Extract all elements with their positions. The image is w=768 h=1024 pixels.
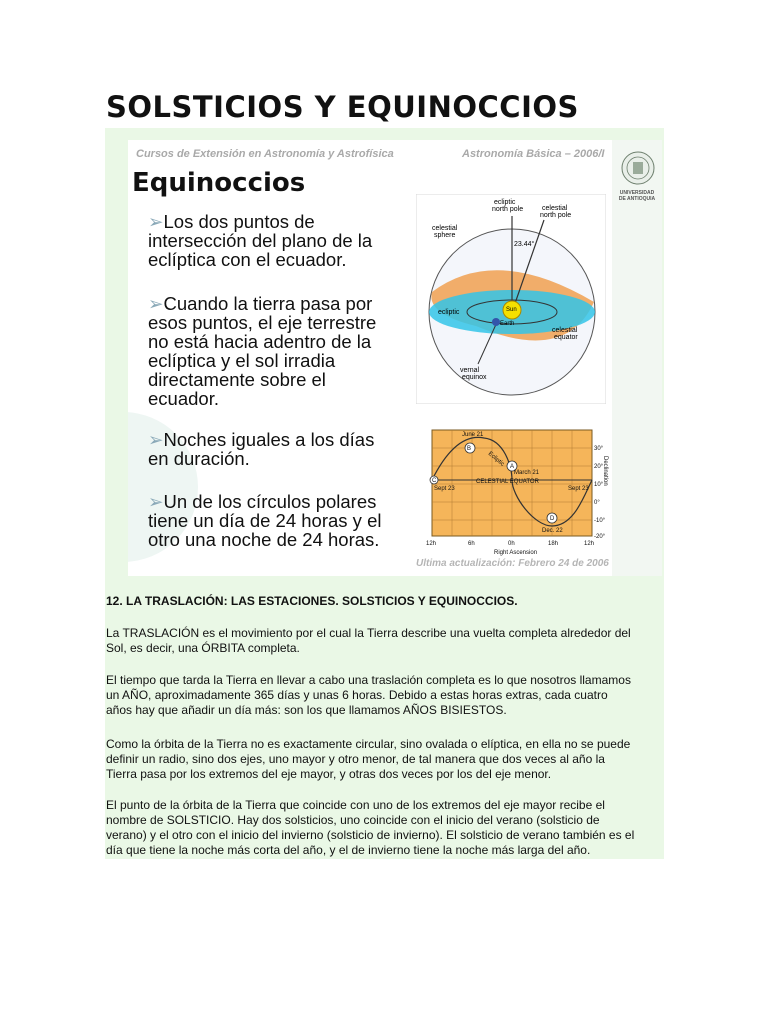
ecliptic-north-pole-label: ecliptic north pole xyxy=(492,199,524,213)
x-tick-label: 0h xyxy=(508,541,515,547)
arrow-bullet-icon: ➢ xyxy=(148,429,164,450)
equator-label: CELESTIAL EQUATOR xyxy=(476,479,539,485)
ecliptic-label: ecliptic xyxy=(438,309,460,316)
marker-d-label: D xyxy=(550,516,555,522)
celestial-equator-label: celestial equator xyxy=(552,327,578,341)
paragraph: El tiempo que tarda la Tierra en llevar a cabo una traslación completa es lo que nosotros llamamos un AÑO, aproximadamente 365 días y unas 6 horas. Debido a estas horas extras, cada cuatro años hay que añadir un día más: son los que llamamos AÑOS BISIESTOS. xyxy=(106,673,631,717)
paragraph: La TRASLACIÓN es el movimiento por el cual la Tierra describe una vuelta completa alrededor del Sol, es decir, una ÓRBITA completa. xyxy=(106,626,631,655)
y-tick-label: -20° xyxy=(594,534,606,540)
slide-heading: Equinoccios xyxy=(132,168,306,198)
celestial-sphere-label: celestial sphere xyxy=(432,225,458,239)
slide-header-left: Cursos de Extensión en Astronomía y Astrofísica xyxy=(136,148,394,160)
slide-footer: Ultima actualización: Febrero 24 de 2006 xyxy=(416,558,609,569)
ecliptic-chart xyxy=(424,426,612,556)
paragraph: El punto de la órbita de la Tierra que coincide con uno de los extremos del eje mayor recibe el nombre de SOLSTICIO. Hay dos solsticios, uno coincide con el inicio del verano (solsticio de verano) y el otro con el inicio del invierno (solsticio de invierno). El solsticio de verano también es el día que tiene la noche más corta del año, y el de invierno tiene la noche más larga del año. xyxy=(106,798,635,857)
sept-right-label: Sept 23 xyxy=(568,486,589,492)
celestial-sphere-diagram xyxy=(416,194,606,404)
slide-bullet: ➢Cuando la tierra pasa por esos puntos, el eje terrestre no está hacia adentro de la eclíptica y el sol irradia directamente sobre el ecuador. xyxy=(148,293,377,409)
marker-c-label: C xyxy=(432,478,437,484)
slide-header-right: Astronomía Básica – 2006/I xyxy=(462,148,605,160)
arrow-bullet-icon: ➢ xyxy=(148,293,164,314)
slide-image xyxy=(128,140,612,576)
vernal-equinox-label: vernal equinox xyxy=(460,367,487,381)
sun-label: Sun xyxy=(506,307,517,313)
marker-a-label: A xyxy=(510,464,515,470)
arrow-bullet-icon: ➢ xyxy=(148,491,164,512)
earth-label: Earth xyxy=(500,321,515,327)
y-tick-label: -10° xyxy=(594,518,606,524)
angle-label: 23.44° xyxy=(514,241,535,248)
earth-icon xyxy=(492,318,500,326)
x-tick-label: 18h xyxy=(548,541,559,547)
sept-left-label: Sept 23 xyxy=(434,486,455,492)
march-label: March 21 xyxy=(514,470,540,476)
section-title: 12. LA TRASLACIÓN: LAS ESTACIONES. SOLSTICIOS Y EQUINOCCIOS. xyxy=(106,594,518,608)
y-tick-label: 10° xyxy=(594,482,604,488)
x-axis-label: Right Ascension xyxy=(494,550,538,556)
slide-side-panel xyxy=(612,140,662,576)
arrow-bullet-icon: ➢ xyxy=(148,211,164,232)
dec-label: Dec. 22 xyxy=(542,528,563,534)
university-seal-icon xyxy=(620,150,656,186)
page-title: SOLSTICIOS Y EQUINOCCIOS xyxy=(106,90,579,124)
x-tick-label: 12h xyxy=(584,541,595,547)
university-logo-text: UNIVERSIDAD DE ANTIOQUIA xyxy=(618,190,656,202)
y-tick-label: 20° xyxy=(594,464,604,470)
x-tick-label: 6h xyxy=(468,541,475,547)
paragraph: Como la órbita de la Tierra no es exactamente circular, sino ovalada o elíptica, en ella no se puede definir un radio, sino dos ejes, uno mayor y otro menor, de tal manera que dos veces al año la Tierra pasa por los extremos del eje mayor, y otras dos veces por los del eje menor. xyxy=(106,737,631,781)
slide-bullet: ➢Noches iguales a los días en duración. xyxy=(148,429,375,469)
ecliptic-curve-label: Ecliptic xyxy=(486,450,506,468)
marker-b-label: B xyxy=(467,446,472,452)
slide-bullet: ➢Los dos puntos de intersección del plano de la eclíptica con el ecuador. xyxy=(148,211,373,270)
y-tick-label: 30° xyxy=(594,446,604,452)
june-label: June 21 xyxy=(462,432,484,438)
y-axis-label: Declination xyxy=(602,456,608,486)
y-tick-label: 0° xyxy=(594,500,600,506)
x-tick-label: 12h xyxy=(426,541,437,547)
celestial-north-pole-label: celestial north pole xyxy=(540,205,572,219)
slide-bullet: ➢Un de los círculos polares tiene un día de 24 horas y el otro una noche de 24 horas. xyxy=(148,491,382,550)
